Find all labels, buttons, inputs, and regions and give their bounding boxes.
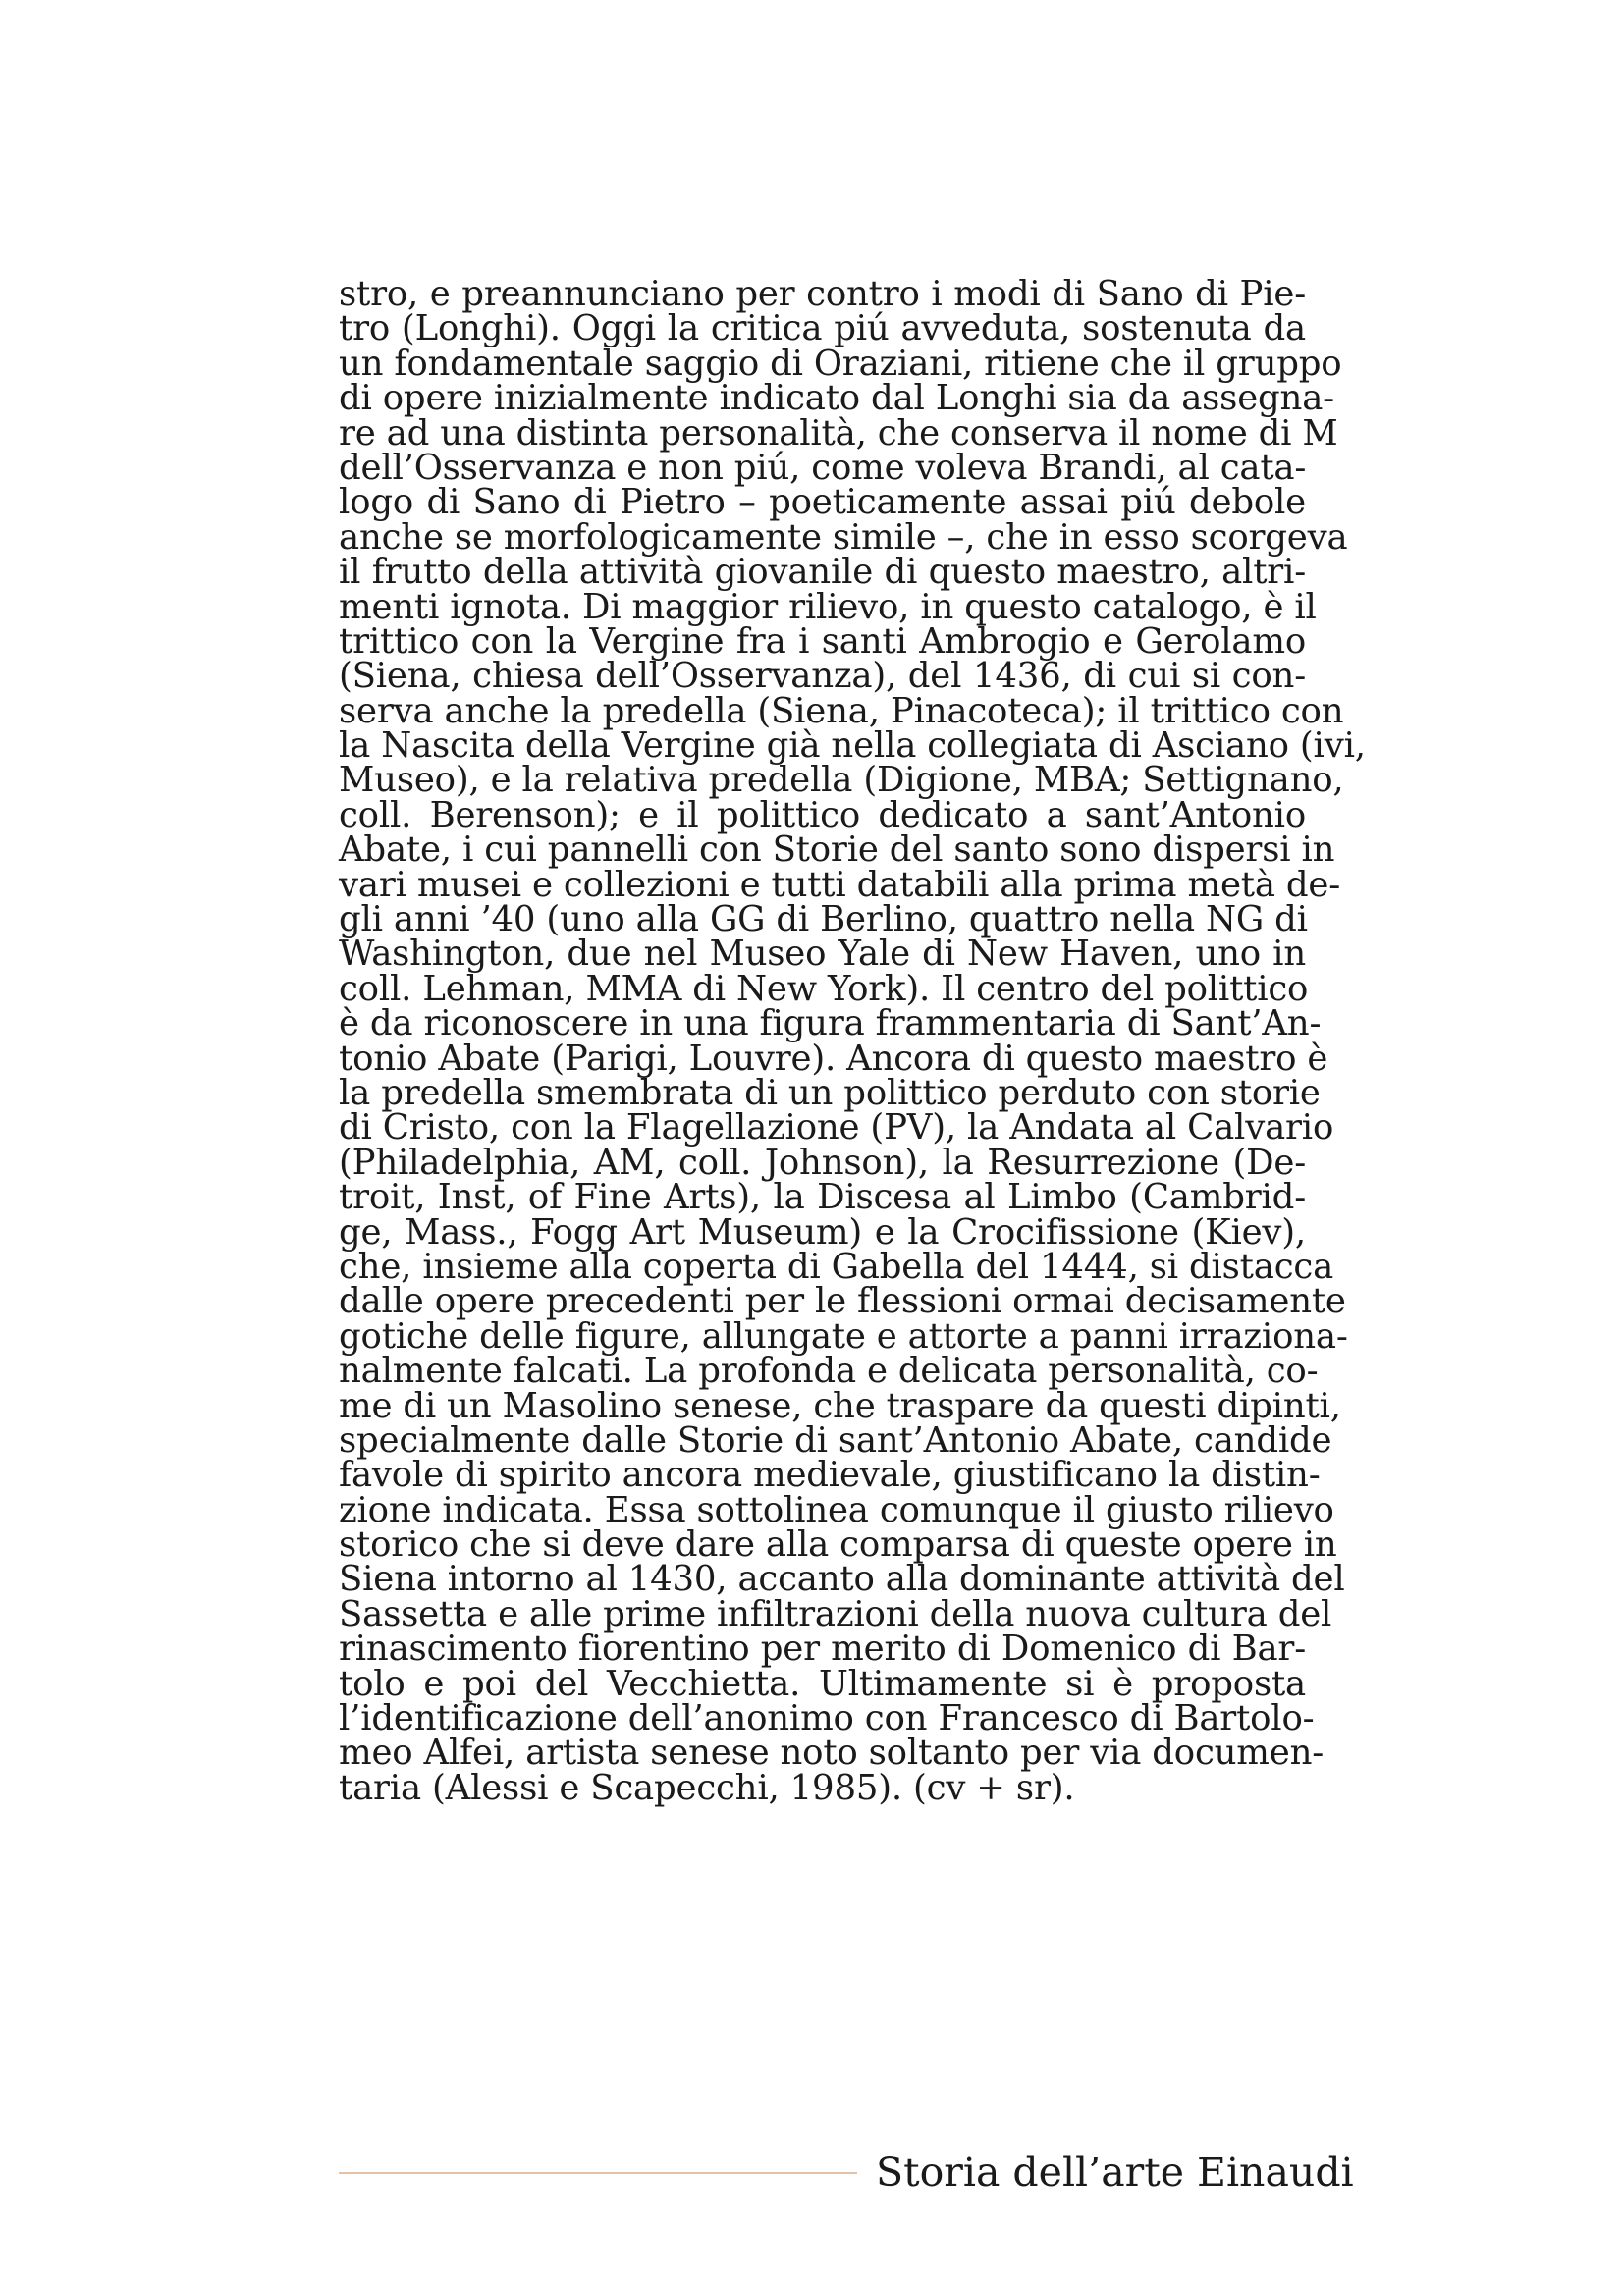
line-34: specialmente dalle Storie di sant’Antonio Abate, candide [339,1419,1332,1461]
line-33: me di un Masolino senese, che traspare da questi dipinti, [339,1385,1341,1426]
line-30: dalle opere precedenti per le flessioni ormai decisamente [339,1281,1346,1322]
line-38: Siena intorno al 1430, accanto alla dominante attività del [339,1559,1345,1600]
line-22: è da riconoscere in una figura frammentaria di Sant’An- [339,1003,1322,1044]
line-2: tro (Longhi). Oggi la critica piú avveduta, sostenuta da [339,308,1306,349]
line-9: il frutto della attività giovanile di questo maestro, altri- [339,552,1306,593]
line-14: la Nascita della Vergine già nella collegiata di Asciano (ivi, [339,725,1366,767]
line-11: trittico con la Vergine fra i santi Ambrogio e Gerolamo [339,620,1306,662]
line-32: nalmente falcati. La profonda e delicata personalità, co- [339,1351,1319,1392]
line-21: coll. Lehman, MMA di New York). Il centro del polittico [339,968,1309,1009]
line-19: gli anni ’40 (uno alla GG di Berlino, quattro nella NG di [339,899,1308,940]
line-35: favole di spirito ancora medievale, giustificano la distin- [339,1455,1321,1496]
line-27: troit, Inst, of Fine Arts), la Discesa al Limbo (Cambrid- [339,1177,1306,1218]
line-18: vari musei e collezioni e tutti databili alla prima metà de- [339,864,1340,905]
line-4: di opere inizialmente indicato dal Longhi sia da assegna- [339,378,1334,419]
line-25: di Cristo, con la Flagellazione (PV), la Andata al Calvario [339,1107,1334,1148]
line-17: Abate, i cui pannelli con Storie del santo sono dispersi in [339,829,1335,871]
line-41: tolo e poi del Vecchietta. Ultimamente si è proposta [339,1663,1306,1704]
body-paragraph [339,274,1366,1808]
footer-divider [339,2172,857,2174]
line-40: rinascimento fiorentino per merito di Domenico di Bar- [339,1629,1306,1670]
line-5: re ad una distinta personalità, che conserva il nome di M [339,412,1338,454]
line-10: menti ignota. Di maggior rilievo, in questo catalogo, è il [339,586,1317,627]
line-26: (Philadelphia, AM, coll. Johnson), la Resurrezione (De- [339,1142,1306,1183]
line-8: anche se morfologicamente simile –, che in esso scorgeva [339,516,1348,558]
line-7: logo di Sano di Pietro – poeticamente assai piú debole [339,482,1306,523]
line-31: gotiche delle figure, allungate e attorte a panni irraziona- [339,1315,1348,1357]
line-1: stro, e preannunciano per contro i modi di Sano di Pie- [339,274,1306,314]
line-43: meo Alfei, artista senese noto soltanto per via documen- [339,1733,1325,1774]
line-28: ge, Mass., Fogg Art Museum) e la Crocifissione (Kiev), [339,1211,1306,1253]
line-13: serva anche la predella (Siena, Pinacoteca); il trittico con [339,690,1344,731]
line-15: Museo), e la relativa predella (Digione, MBA; Settignano, [339,760,1344,801]
line-39: Sassetta e alle prime infiltrazioni della nuova cultura del [339,1593,1332,1634]
line-12: (Siena, chiesa dell’Osservanza), del 1436, di cui si con- [339,656,1306,697]
line-42: l’identificazione dell’anonimo con Francesco di Bartolo- [339,1698,1315,1739]
line-3: un fondamentale saggio di Oraziani, ritiene che il gruppo [339,343,1342,384]
line-24: la predella smembrata di un polittico perduto con storie [339,1072,1321,1113]
footer-title: Storia dell’arte Einaudi [876,2149,1354,2196]
line-20: Washington, due nel Museo Yale di New Haven, uno in [339,934,1306,975]
line-6: dell’Osservanza e non piú, come voleva Brandi, al cata- [339,447,1307,488]
line-29: che, insieme alla coperta di Gabella del 1444, si distacca [339,1246,1334,1287]
line-16: coll. Berenson); e il polittico dedicato a sant’Antonio [339,794,1306,835]
line-44: taria (Alessi e Scapecchi, 1985). (cv + sr). [339,1767,1075,1808]
line-37: storico che si deve dare alla comparsa di queste opere in [339,1524,1337,1566]
line-36: zione indicata. Essa sottolinea comunque il giusto rilievo [339,1489,1334,1530]
line-23: tonio Abate (Parigi, Louvre). Ancora di questo maestro è [339,1038,1328,1079]
